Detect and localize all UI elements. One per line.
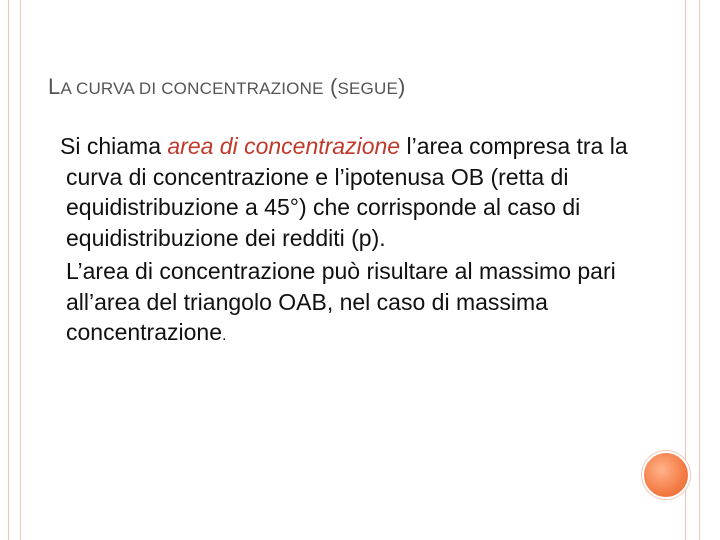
- title-part1: A CURVA DI CONCENTRAZIONE: [60, 79, 324, 98]
- title-part2: SEGUE: [337, 79, 398, 98]
- paragraph-2-text: L’area di concentrazione può risultare al massimo pari all’area del triangolo OAB, nel caso di massima concentrazione: [66, 258, 616, 345]
- paragraph-2-end: .: [222, 327, 227, 344]
- title-first-letter: L: [48, 74, 61, 99]
- paragraph-1-prefix: Si chiama: [60, 133, 168, 159]
- right-frame-border: [685, 0, 700, 540]
- left-frame-border: [8, 0, 21, 540]
- paragraph-2: [66, 256, 666, 352]
- decorative-orb: [642, 451, 690, 499]
- paragraph-1-suffix: l’area compresa tra la curva di concentrazione e l’ipotenusa OB (retta di equidistribuzione a 45°) che corrisponde al caso di equidistribuzione dei redditi (p).: [66, 133, 628, 251]
- paragraph-1: [60, 131, 666, 253]
- highlighted-term: area di concentrazione: [167, 133, 401, 159]
- title-open-paren: (: [329, 74, 338, 99]
- slide-title: [48, 74, 406, 100]
- title-close-paren: ): [398, 74, 406, 99]
- slide-body: [60, 131, 666, 352]
